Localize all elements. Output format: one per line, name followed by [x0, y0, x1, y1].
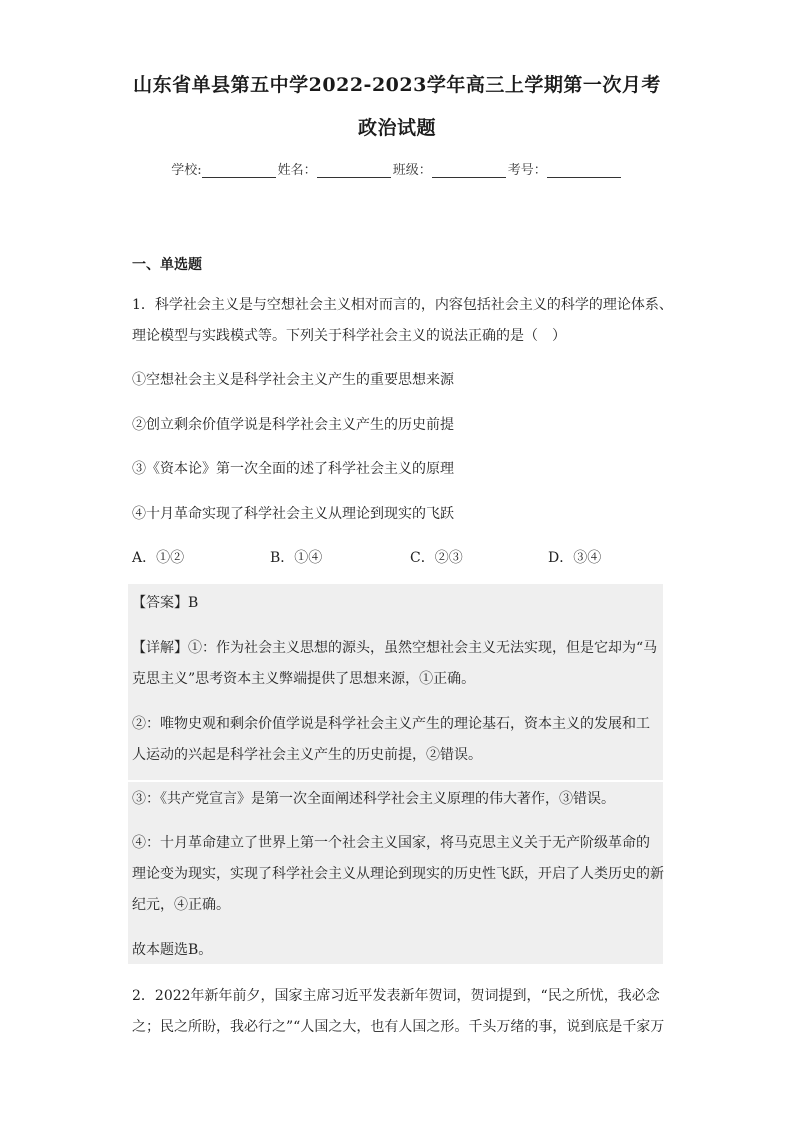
q1-detail-4-line2: 理论变为现实，实现了科学社会主义从理论到现实的历史性飞跃，开启了人类历史的新 — [132, 866, 664, 882]
q1-detail-1-line1: 【详解】①：作为社会主义思想的源头，虽然空想社会主义无法实现，但是它却为“马 — [132, 640, 658, 656]
school-label: 学校: — [171, 163, 202, 178]
q1-detail-3: ③：《共产党宣言》是第一次全面阐述科学社会主义原理的伟大著作，③错误。 — [132, 791, 615, 807]
class-blank[interactable] — [432, 163, 506, 178]
name-label: 姓名： — [277, 163, 317, 178]
school-blank[interactable] — [202, 163, 276, 178]
option-d: D．③④ — [548, 550, 602, 566]
q1-statement-1: ①空想社会主义是科学社会主义产生的重要思想来源 — [132, 372, 454, 388]
q1-stem-line1: 1．科学社会主义是与空想社会主义相对而言的，内容包括社会主义的科学的理论体系、 — [132, 297, 673, 313]
exam-subject-title: 政治试题 — [357, 117, 436, 139]
option-b: B．①④ — [270, 550, 323, 566]
q2-stem-line2: 之；民之所盼，我必行之”“人国之大，也有人国之形。千头万绪的事，说到底是千家万 — [132, 1019, 665, 1035]
number-label: 考号： — [507, 163, 547, 178]
exam-title: 山东省单县第五中学2022-2023学年高三上学期第一次月考 — [133, 74, 661, 96]
q1-detail-4-line1: ④：十月革命建立了世界上第一个社会主义国家，将马克思主义关于无产阶级革命的 — [132, 835, 650, 851]
student-info-row — [0, 159, 794, 178]
q1-detail-1-line2: 克思主义”思考资本主义弊端提供了思想来源，①正确。 — [132, 671, 476, 687]
q1-detail-2-line2: 人运动的兴起是科学社会主义产生的历史前提，②错误。 — [132, 747, 482, 763]
q1-detail-2-line1: ②：唯物史观和剩余价值学说是科学社会主义产生的理论基石，资本主义的发展和工 — [132, 716, 650, 732]
q1-stem-line2: 理论模型与实践模式等。下列关于科学社会主义的说法正确的是（ ） — [132, 328, 566, 344]
q1-options — [132, 547, 672, 569]
answer-panel-divider — [128, 780, 663, 782]
q1-statement-3: ③《资本论》第一次全面的述了科学社会主义的原理 — [132, 461, 454, 477]
class-label: 班级： — [392, 163, 432, 178]
section-title: 一、单选题 — [132, 257, 202, 273]
q1-statement-2: ②创立剩余价值学说是科学社会主义产生的历史前提 — [132, 417, 454, 433]
q2-stem-line1: 2．2022年新年前夕，国家主席习近平发表新年贺词，贺词提到，“民之所忧，我必念 — [132, 988, 660, 1004]
q1-detail-4-line3: 纪元，④正确。 — [132, 897, 230, 913]
option-a: A．①② — [132, 550, 185, 566]
q1-answer: 【答案】B — [132, 595, 199, 611]
q1-statement-4: ④十月革命实现了科学社会主义从理论到现实的飞跃 — [132, 506, 454, 522]
name-blank[interactable] — [317, 163, 391, 178]
option-c: C．②③ — [410, 550, 463, 566]
q1-conclusion: 故本题选B。 — [132, 942, 213, 958]
number-blank[interactable] — [547, 163, 621, 178]
